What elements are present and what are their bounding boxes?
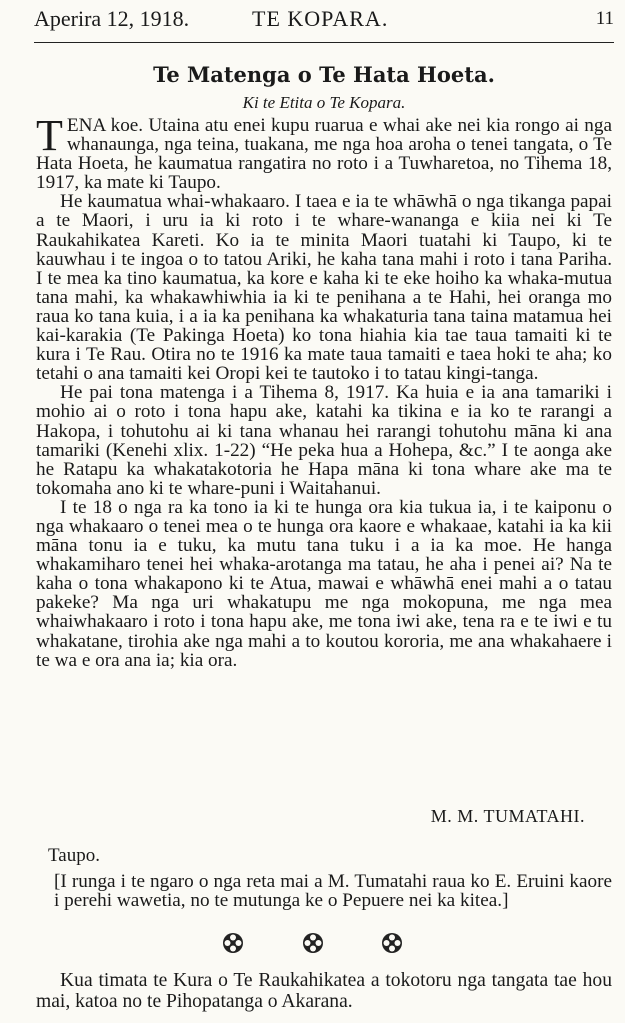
flower-ornament-icon [222, 932, 244, 954]
flower-ornament-icon [381, 932, 403, 954]
header-rule [34, 42, 614, 43]
paragraph-3: He pai tona matenga i a Tihema 8, 1917. Ka huia e ia ana tamariki i mohio ai o roto i tona hapu ake, katahi ka tikina e ia ko te rarangi a Hakopa, i tohutohu ai ki tana whanau hei rarangi tohutohu māna ki ana tamariki (Kenehi xlix. 1-22) “He peka hua a Hohepa, &c.” I te aonga ake he Ratapu ka whakatakotoria he Hapa māna ki tona whare ake ma te tokomaha ano ki te whare-puni i Waitahanui. [36, 382, 612, 499]
drop-cap: T [36, 111, 63, 160]
ornament-divider [0, 932, 625, 954]
page-number: 11 [595, 8, 614, 29]
flower-ornament-icon [302, 932, 324, 954]
paragraph-1-text: ENA koe. Utaina atu enei kupu ruarua e whai ake nei kia rongo ai nga whanaunga, nga teina, tuakana, me nga hoa aroha o tenei tangata, o Te Hata Hoeta, he kaumatua rangatira no roto i a Tuwharetoa, no Tihema 18, 1917, ka mate ki Taupo. [36, 115, 612, 194]
article-body [36, 111, 612, 671]
paragraph-2: He kaumatua whai-whakaaro. I taea e ia te whāwhā o nga tikanga papai a te Maori, i uru ia ki roto i te whare-wananga e kiia nei ki Te Raukahikatea Kareti. Ko ia te minita Maori tuatahi ki Taupo, ki te kauwhau i te ingoa o to tatou Ariki, he kaha tana mahi i roto i tana Pariha. I te mea ka tino kaumatua, ka kore e kaha ki te eke hoiho ka whaka-mutua tana mahi, ka whakawhiwhia ia ki te penihana a te Hahi, hei oranga mo raua ko tana kuia, i a ia ka penihana ka whakaturia tana taina matamua hei kai-karakia (Te Pakinga Hoeta) ko tona hiahia kia tae taua tamaiti ki te kura i Te Rau. Otira no te 1916 ka mate taua tamaiti e taea hoki te aha; ko tetahi o ana tamaiti kei Oropi kei te tautoko i to tatau kingi-tanga. [36, 191, 612, 385]
page-header [34, 6, 614, 40]
editor-note: [I runga i te ngaro o nga reta mai a M. Tumatahi raua ko E. Eruini kaore i perehi wawetia, no te mutunga ke o Pepuere nei ka kitea.] [54, 871, 612, 912]
author-signature: M. M. TUMATAHI. [430, 806, 585, 826]
article-title: Te Matenga o Te Hata Hoeta. [153, 62, 495, 87]
closing-notice: Kua timata te Kura o Te Raukahikatea a tokotoru nga tangata tae hou mai, katoa no te Pihopatanga o Akarana. [36, 970, 612, 1012]
paragraph-4: I te 18 o nga ra ka tono ia ki te hunga ora kia tukua ia, i te kaiponu o nga whakaaro o tenei mea o te hunga ora kaore e whakaae, katahi ia ka kii māna tonu ia e tuku, ka mutu tana tuku i a ia ka moe. He hanga whakamiharo tenei hei whaka-arotanga ma tatau, he aha i penei ai? Na te kaha o tona whakapono ki te Atua, mawai e whāwhā enei mahi a o tatau pakeke? Ma nga uri whakatupu me nga mokopuna, me nga mea whaiwhakaaro i roto i tona hapu ake, me tona iwi ake, tena ra e te iwi e tu whakatane, tirohia ake nga mahi a to koutou kororia, me ana whakahaere i te wa e ora ana ia; kia ora. [36, 496, 612, 671]
paragraph-1 [36, 111, 612, 194]
article-subtitle: Ki te Etita o Te Kopara. [242, 93, 406, 112]
issue-date: Aperira 12, 1918. [34, 6, 190, 31]
dateline-place: Taupo. [48, 845, 100, 866]
masthead: TE KOPARA. [252, 6, 389, 31]
